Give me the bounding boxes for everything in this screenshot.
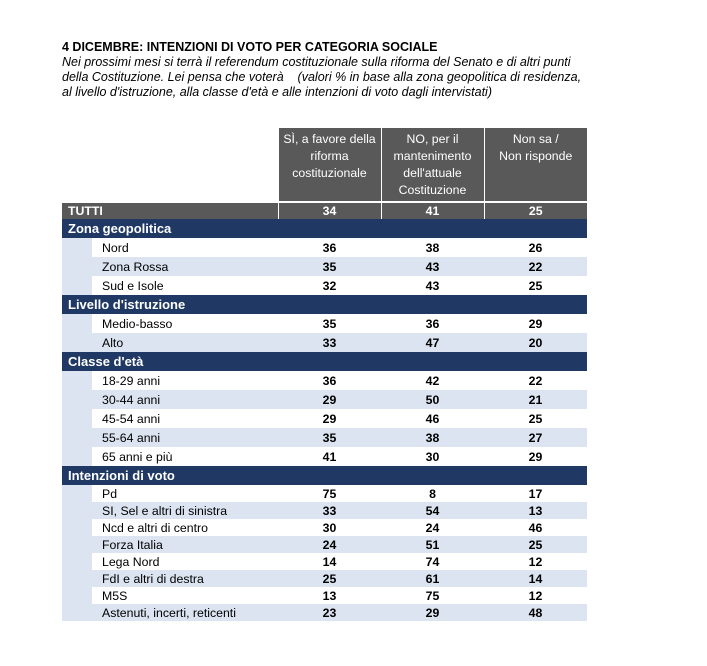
value-yes: 36 <box>278 371 381 390</box>
table-row <box>62 333 587 352</box>
document-title: 4 DICEMBRE: INTENZIONI DI VOTO PER CATEGORIA SOCIALE <box>62 40 438 54</box>
value-no: 74 <box>425 554 440 569</box>
subtitle-line: al livello d'istruzione, alla classe d'età e alle intenzioni di voto dagli intervistati) <box>62 85 492 99</box>
value-no: 61 <box>381 570 484 587</box>
header-line: Non sa / <box>512 132 559 146</box>
header-line: riforma <box>310 149 349 163</box>
value-no: 42 <box>381 371 484 390</box>
value-no: 38 <box>381 428 484 447</box>
value-yes: 75 <box>322 486 337 501</box>
value-yes: 25 <box>278 570 381 587</box>
value-dont-know: 12 <box>528 588 543 603</box>
row-label: 55-64 anni <box>62 428 278 447</box>
table-row <box>62 428 587 447</box>
value-no: 47 <box>381 333 484 352</box>
value-dont-know: 26 <box>484 238 587 257</box>
row-label: Pd <box>62 485 278 502</box>
table-row <box>62 276 587 295</box>
subtitle-line: della Costituzione. Lei pensa che voterà (valori % in base alla zona geopolitica di residenza, <box>62 70 582 84</box>
value-yes: 23 <box>278 604 381 621</box>
value-no: 29 <box>381 604 484 621</box>
total-label: TUTTI <box>62 202 278 219</box>
value-no: 75 <box>425 588 440 603</box>
value-dont-know: 13 <box>484 502 587 519</box>
table-row <box>62 371 587 390</box>
value-no: 51 <box>381 536 484 553</box>
results-table <box>62 128 587 621</box>
section-header-row <box>62 466 587 485</box>
row-label: Lega Nord <box>62 553 278 570</box>
value-yes: 24 <box>278 536 381 553</box>
row-label: Alto <box>62 333 278 352</box>
value-dont-know: 14 <box>484 570 587 587</box>
section-title: Intenzioni di voto <box>62 466 587 485</box>
row-label: 18-29 anni <box>62 371 278 390</box>
value-no: 30 <box>381 447 484 466</box>
row-label: Forza Italia <box>62 536 278 553</box>
table-row <box>62 485 587 502</box>
value-yes: 29 <box>278 390 381 409</box>
table-row <box>62 238 587 257</box>
section-header-row <box>62 352 587 371</box>
total-no: 41 <box>381 202 484 219</box>
value-yes: 29 <box>278 409 381 428</box>
value-dont-know: 21 <box>484 390 587 409</box>
value-dont-know: 22 <box>484 371 587 390</box>
value-dont-know: 46 <box>528 520 543 535</box>
table-row <box>62 314 587 333</box>
subtitle-line: Nei prossimi mesi si terrà il referendum costituzionale sulla riforma del Senato e di altri punti <box>62 55 571 69</box>
section-title: Zona geopolitica <box>62 219 587 238</box>
row-label: SI, Sel e altri di sinistra <box>62 502 278 519</box>
header-line: SÌ, a favore della <box>283 132 376 146</box>
value-yes: 41 <box>278 447 381 466</box>
table-row <box>62 390 587 409</box>
value-yes: 36 <box>278 238 381 257</box>
header-line: NO, per il <box>406 132 459 146</box>
table-row <box>62 587 587 604</box>
section-title: Classe d'età <box>62 352 587 371</box>
table-row <box>62 447 587 466</box>
row-label: Zona Rossa <box>62 257 278 276</box>
value-dont-know: 12 <box>528 554 543 569</box>
value-yes: 35 <box>278 257 381 276</box>
section-header-row <box>62 219 587 238</box>
value-dont-know: 25 <box>484 409 587 428</box>
value-dont-know: 25 <box>484 536 587 553</box>
value-yes: 35 <box>278 314 381 333</box>
total-yes: 34 <box>278 202 381 219</box>
value-yes: 14 <box>322 554 337 569</box>
row-label: Astenuti, incerti, reticenti <box>62 604 278 621</box>
value-dont-know: 27 <box>484 428 587 447</box>
row-label: M5S <box>62 587 278 604</box>
header-line: Non risponde <box>499 149 573 163</box>
row-label: 30-44 anni <box>62 390 278 409</box>
value-yes: 35 <box>278 428 381 447</box>
value-no: 50 <box>381 390 484 409</box>
row-label: Medio-basso <box>62 314 278 333</box>
value-no: 38 <box>381 238 484 257</box>
header-line: Costituzione <box>398 183 467 197</box>
value-no: 36 <box>381 314 484 333</box>
value-no: 43 <box>381 276 484 295</box>
value-no: 24 <box>425 520 440 535</box>
value-dont-know: 17 <box>528 486 543 501</box>
table-row <box>62 519 587 536</box>
value-dont-know: 22 <box>484 257 587 276</box>
header-row <box>62 128 587 202</box>
table-row <box>62 502 587 519</box>
value-dont-know: 29 <box>484 447 587 466</box>
total-dont-know: 25 <box>484 202 587 219</box>
row-label: Sud e Isole <box>62 276 278 295</box>
table-row <box>62 553 587 570</box>
value-dont-know: 25 <box>484 276 587 295</box>
value-dont-know: 20 <box>484 333 587 352</box>
value-yes: 33 <box>278 502 381 519</box>
document-subtitle <box>62 55 622 100</box>
value-yes: 13 <box>322 588 337 603</box>
value-dont-know: 48 <box>484 604 587 621</box>
table-row <box>62 570 587 587</box>
table-row <box>62 257 587 276</box>
row-label: Nord <box>62 238 278 257</box>
header-blank-cell <box>62 128 278 202</box>
header-no <box>381 128 484 202</box>
section-header-row <box>62 295 587 314</box>
value-yes: 30 <box>322 520 337 535</box>
header-dont-know <box>484 128 587 202</box>
row-label: FdI e altri di destra <box>62 570 278 587</box>
header-line: mantenimento <box>393 149 472 163</box>
total-row <box>62 202 587 219</box>
value-yes: 32 <box>278 276 381 295</box>
value-no: 43 <box>381 257 484 276</box>
table-row <box>62 409 587 428</box>
row-label: 45-54 anni <box>62 409 278 428</box>
value-dont-know: 29 <box>484 314 587 333</box>
value-no: 54 <box>381 502 484 519</box>
header-line: dell'attuale <box>403 166 462 180</box>
header-yes <box>278 128 381 202</box>
section-title: Livello d'istruzione <box>62 295 587 314</box>
value-no: 8 <box>429 486 436 501</box>
table-row <box>62 604 587 621</box>
row-label: Ncd e altri di centro <box>62 519 278 536</box>
row-label: 65 anni e più <box>62 447 278 466</box>
header-line: costituzionale <box>292 166 367 180</box>
value-yes: 33 <box>278 333 381 352</box>
table-row <box>62 536 587 553</box>
value-no: 46 <box>381 409 484 428</box>
